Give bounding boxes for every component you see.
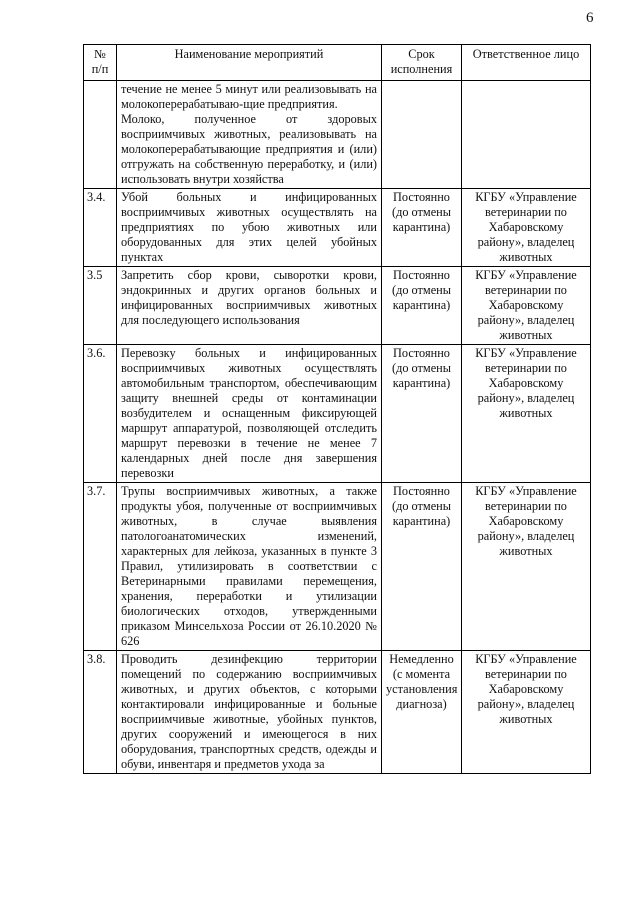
table-row (84, 189, 591, 267)
row-term: Постоянно (до отмены карантина) (382, 267, 462, 345)
row-responsible (462, 81, 591, 189)
row-desc-para: Запретить сбор крови, сыворотки крови, эндокринных и других органов больных и инфицированных восприимчивых животных для последующего использования (121, 268, 377, 327)
row-num (84, 81, 117, 189)
row-num: 3.4. (84, 189, 117, 267)
row-num: 3.7. (84, 483, 117, 651)
row-desc (117, 267, 382, 345)
row-desc (117, 483, 382, 651)
table-row (84, 267, 591, 345)
row-num: 3.6. (84, 345, 117, 483)
row-desc-para: Перевозку больных и инфицированных восприимчивых животных осуществлять автомобильным транспортом, обеспечивающим защиту внешней среды от контаминации возбудителем и оснащенным фиксирующей маршрут аппаратурой, позволяющей отследить маршрут перевозки в течение не менее 7 календарных дней после дня завершения перевозки (121, 346, 377, 480)
row-responsible: КГБУ «Управление ветеринарии по Хабаровскому району», владелец животных (462, 345, 591, 483)
row-term: Немедленно (с момента установления диагноза) (382, 651, 462, 774)
row-num: 3.5 (84, 267, 117, 345)
row-desc-para: течение не менее 5 минут или реализовывать на молокоперерабатываю-щие предприятия. (121, 82, 377, 111)
row-term (382, 81, 462, 189)
row-desc (117, 651, 382, 774)
row-term: Постоянно (до отмены карантина) (382, 483, 462, 651)
measures-table (83, 44, 591, 774)
row-desc-para: Молоко, полученное от здоровых восприимчивых животных, реализовывать на молокоперерабатывающие предприятия и (или) отгружать на собственную переработку, и (или) использовать внутри хозяйства (121, 112, 377, 186)
row-desc-para: Проводить дезинфекцию территории помещений по содержанию восприимчивых животных, и других объектов, с которыми контактировали инфицированные и больные восприимчивые животные, убойных пунктов, других сооружений и имеющегося в них оборудования, транспортных средств, одежды и обуви, инвентаря и предметов ухода за (121, 652, 377, 771)
table-row (84, 345, 591, 483)
row-term: Постоянно (до отмены карантина) (382, 345, 462, 483)
row-responsible: КГБУ «Управление ветеринарии по Хабаровскому району», владелец животных (462, 267, 591, 345)
header-num: № п/п (84, 45, 117, 81)
table-row (84, 651, 591, 774)
header-responsible: Ответственное лицо (462, 45, 591, 81)
row-desc (117, 189, 382, 267)
header-name: Наименование мероприятий (117, 45, 382, 81)
page-number: 6 (586, 10, 594, 26)
header-term: Срок исполнения (382, 45, 462, 81)
row-responsible: КГБУ «Управление ветеринарии по Хабаровскому району», владелец животных (462, 651, 591, 774)
table-row (84, 483, 591, 651)
row-desc (117, 345, 382, 483)
table-row (84, 81, 591, 189)
row-num: 3.8. (84, 651, 117, 774)
row-term: Постоянно (до отмены карантина) (382, 189, 462, 267)
table-header-row (84, 45, 591, 81)
row-desc-para: Трупы восприимчивых животных, а также продукты убоя, полученные от восприимчивых животных, в случае выявления патологоанатомических изменений, характерных для лейкоза, указанных в пункте 3 Правил, утилизировать в соответствии с Ветеринарными правилами перемещения, хранения, переработки и утилизации биологических отходов, утвержденными приказом Минсельхоза России от 26.10.2020 № 626 (121, 484, 377, 648)
row-desc (117, 81, 382, 189)
row-responsible: КГБУ «Управление ветеринарии по Хабаровскому району», владелец животных (462, 483, 591, 651)
row-desc-para: Убой больных и инфицированных восприимчивых животных осуществлять на предприятиях по убою животных или оборудованных для этих целей убойных пунктах (121, 190, 377, 264)
row-responsible: КГБУ «Управление ветеринарии по Хабаровскому району», владелец животных (462, 189, 591, 267)
